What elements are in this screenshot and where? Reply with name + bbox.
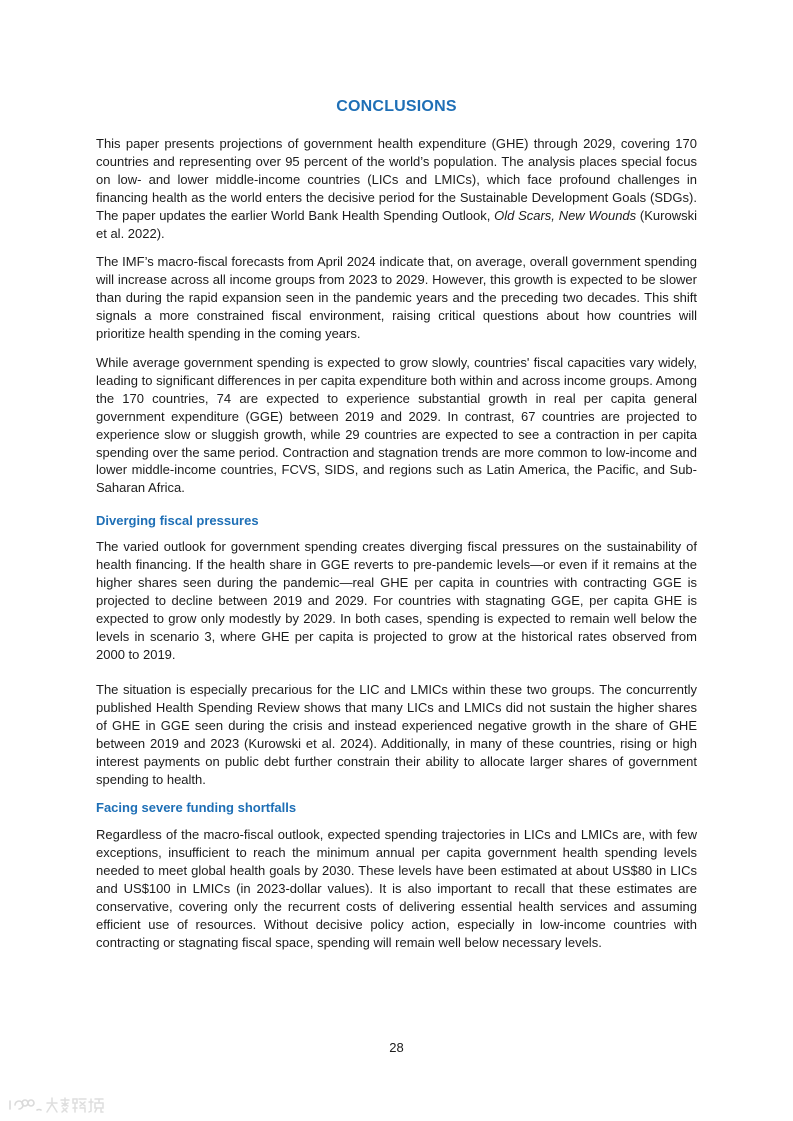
page-title: CONCLUSIONS (336, 98, 457, 115)
section-heading-shortfalls: Facing severe funding shortfalls (96, 800, 297, 816)
diverging-paragraph-2: The situation is especially precarious for the LIC and LMICs within these two groups. The concurrently published Health Spending Review shows that many LICs and LMICs did not sustain the higher shares of GHE in GGE seen during the crisis and instead experienced negative growth in the share of GHE between 2019 and 2023 (Kurowski et al. 2024). Additionally, in many of these countries, rising or high interest payments on public debt further constrain their ability to allocate larger shares of government spending to health. (96, 682, 697, 787)
shortfalls-paragraph-1: Regardless of the macro-fiscal outlook, expected spending trajectories in LICs and LMICs are, with few exceptions, insufficient to reach the minimum annual per capita government health spending levels needed to meet global health goals by 2030. These levels have been estimated at about US$80 in LICs and US$100 in LMICs (in 2023-dollar values). It is also important to recall that these estimates are conservative, covering only the recurrent costs of delivering essential health services and assuming efficient use of resources. Without decisive policy action, especially in low-income countries with contracting or stagnating fiscal space, spending will remain well below necessary levels. (96, 827, 697, 950)
section-heading-diverging: Diverging fiscal pressures (96, 513, 259, 529)
intro-paragraph-1-text: This paper presents projections of government health expenditure (GHE) through 2029, covering 170 countries and representing over 95 percent of the world’s population. The analysis places special focus on low- and lower middle-income countries (LICs and LMICs), which face profound challenges in financing health as the world enters the decisive period for the Sustainable Development Goals (SDGs). The paper updates the earlier World Bank Health Spending Outlook, (96, 136, 697, 223)
report-title-italic: Old Scars, New Wounds (494, 207, 637, 223)
intro-paragraph-3: While average government spending is expected to grow slowly, countries' fiscal capacities vary widely, leading to significant differences in per capita expenditure both within and across income groups. Among the 170 countries, 74 are expected to experience substantial growth in real per capita general government expenditure (GGE) between 2019 and 2029. In contrast, 67 countries are projected to experience slow or sluggish growth, while 29 countries are expected to see a contraction in per capita spending over the same period. Contraction and stagnation trends are more common to low-income and lower middle-income countries, FCVS, SIDS, and regions such as Latin America, the Pacific, and Sub-Saharan Africa. (96, 354, 697, 496)
intro-paragraph-1-citation: (Kurowski et al. 2022). (96, 207, 697, 241)
diverging-paragraph-1: The varied outlook for government spending creates diverging fiscal pressures on the sustainability of health financing. If the health share in GGE reverts to pre-pandemic levels—or even if it remains at the higher shares seen during the pandemic—real GHE per capita in countries with contracting GGE is projected to decline between 2019 and 2029. For countries with stagnating GGE, per capita GHE is expected to grow only modestly by 2029. In both cases, spending is expected to remain well below the levels in scenario 3, where GHE per capita is projected to grow at the historical rates observed from 2000 to 2019. (96, 539, 697, 662)
intro-paragraph-2: The IMF’s macro-fiscal forecasts from April 2024 indicate that, on average, overall government spending will increase across all income groups from 2023 to 2029. However, this growth is expected to be slower than during the rapid expansion seen in the pandemic years and the preceding two decades. This shift signals a more constrained fiscal environment, raising critical questions about how countries will prioritize health spending in the coming years. (96, 254, 697, 342)
page-body (96, 135, 697, 952)
page-number: 28 (389, 1040, 404, 1055)
watermark (6, 1094, 110, 1116)
watermark-logo-icon (6, 1094, 110, 1116)
intro-paragraph-1 (96, 135, 697, 242)
